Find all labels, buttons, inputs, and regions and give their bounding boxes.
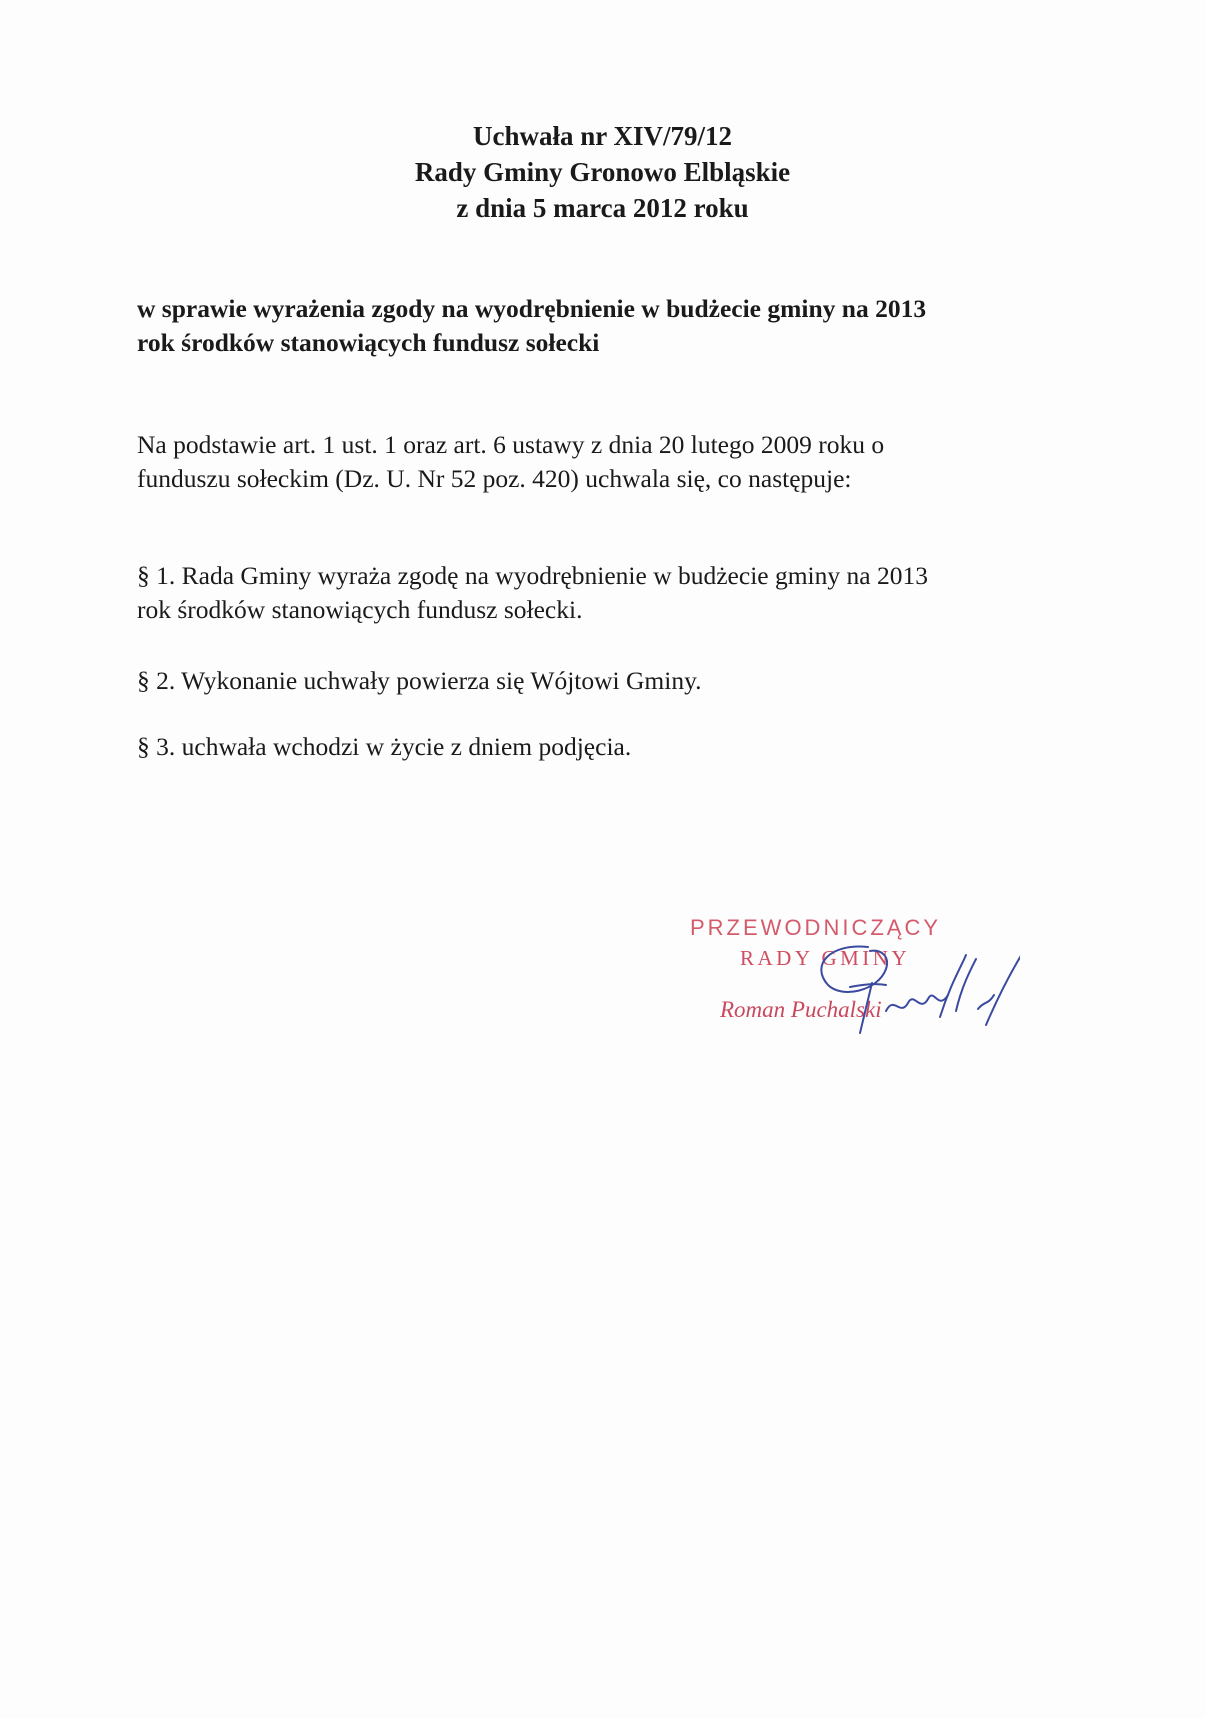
paragraph-1-line-2: rok środków stanowiących fundusz sołecki.: [137, 595, 583, 624]
legal-basis-line-1: Na podstawie art. 1 ust. 1 oraz art. 6 ustawy z dnia 20 lutego 2009 roku o: [137, 430, 885, 459]
resolution-number: Uchwała nr XIV/79/12: [472, 121, 733, 151]
resolution-subject: [137, 292, 1057, 360]
paragraph-2-line-1: § 2. Wykonanie uchwały powierza się Wójtowi Gminy.: [137, 666, 702, 695]
paragraph-3-line-1: § 3. uchwała wchodzi w życie z dniem podjęcia.: [137, 732, 632, 761]
resolution-header: [0, 118, 1205, 226]
resolution-council: Rady Gminy Gronowo Elbląskie: [414, 157, 791, 187]
stamp-council: RADY GMINY: [740, 946, 911, 970]
legal-basis-line-2: funduszu sołeckim (Dz. U. Nr 52 poz. 420) uchwala się, co następuje:: [137, 464, 852, 493]
signature-loop: [821, 947, 887, 992]
legal-basis: [137, 428, 1077, 496]
handwritten-signature: [790, 925, 1020, 1045]
paragraph-2: [137, 664, 1077, 698]
signature-stroke-2: [886, 995, 948, 1011]
stamp-title: PRZEWODNICZĄCY: [690, 915, 941, 940]
signature-long-stroke: [986, 941, 1020, 1025]
paragraph-1: [137, 559, 1077, 627]
stamp-name: Roman Puchalski: [720, 997, 882, 1022]
signature-stroke-3: [940, 955, 976, 1017]
subject-line-2: rok środków stanowiących fundusz sołecki: [137, 328, 600, 357]
paragraph-3: [137, 730, 1077, 764]
subject-line-1: w sprawie wyrażenia zgody na wyodrębnienie w budżecie gminy na 2013: [137, 294, 927, 323]
paragraph-1-line-1: § 1. Rada Gminy wyraża zgodę na wyodrębnienie w budżecie gminy na 2013: [137, 561, 928, 590]
signature-stroke-4: [978, 995, 994, 1009]
resolution-date: z dnia 5 marca 2012 roku: [456, 193, 749, 223]
